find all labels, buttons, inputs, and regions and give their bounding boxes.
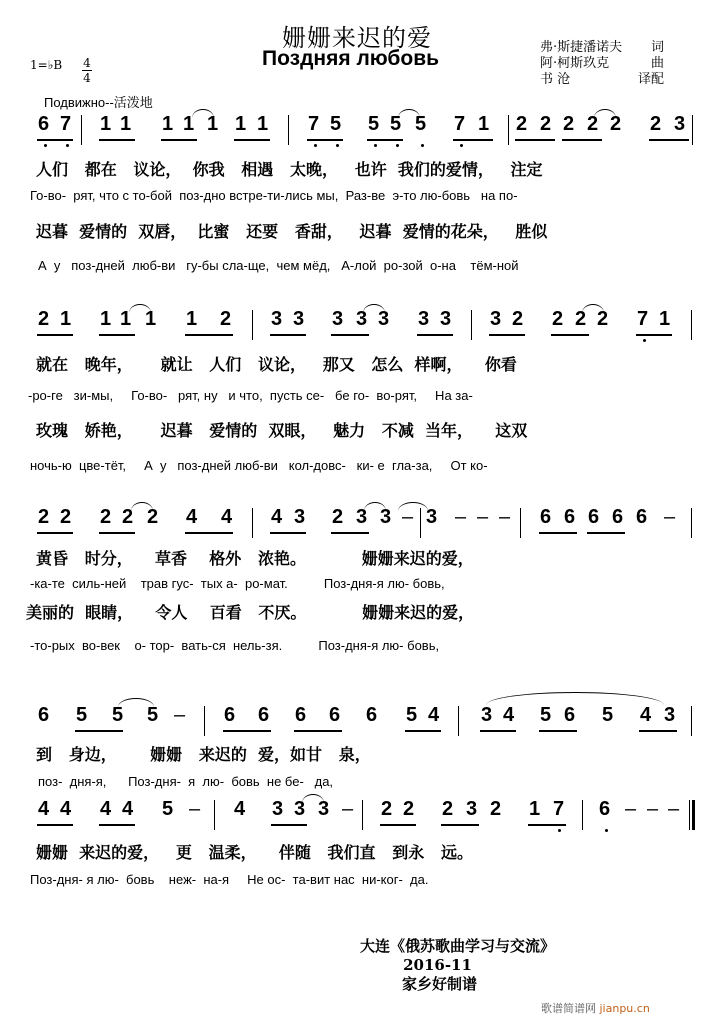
- tie-slur: [364, 502, 386, 511]
- score-system-5: [0, 800, 723, 895]
- song-title-chinese: 姗姗来迟的爱: [282, 24, 432, 52]
- notation-row: [0, 310, 723, 346]
- tie-slur: [363, 304, 385, 313]
- tie-slur: [398, 502, 428, 511]
- note-glyph: 4: [38, 798, 50, 820]
- beam-underline: [562, 139, 602, 141]
- beam-underline: [223, 730, 271, 732]
- beam-underline: [515, 139, 555, 141]
- bar-line: [692, 800, 695, 830]
- note-glyph: 1: [60, 308, 72, 330]
- note-glyph: –: [499, 506, 511, 528]
- note-glyph: 3: [378, 308, 390, 330]
- beam-underline: [539, 532, 577, 534]
- note-glyph: 4: [503, 704, 515, 726]
- bar-line: [691, 706, 692, 736]
- lyrics-ru-verse2: -то-рых во-век о- тор- вать-ся нель-зя. Поз-дня-я лю- бовь,: [30, 638, 440, 653]
- octave-dot: [66, 144, 69, 147]
- note-glyph: 2: [650, 113, 662, 135]
- bar-line: [252, 508, 253, 538]
- beam-underline: [649, 139, 689, 141]
- watermark: [541, 1000, 650, 1016]
- note-glyph: 3: [426, 506, 438, 528]
- note-glyph: 2: [38, 308, 50, 330]
- note-glyph: 2: [490, 798, 502, 820]
- note-glyph: –: [664, 506, 676, 528]
- song-title-russian: Поздняя любовь: [262, 47, 440, 70]
- bar-line: [689, 800, 690, 830]
- note-glyph: –: [174, 704, 186, 726]
- note-glyph: 2: [552, 308, 564, 330]
- note-glyph: 5: [540, 704, 552, 726]
- time-sig-top: 4: [83, 56, 91, 70]
- note-glyph: 1: [478, 113, 490, 135]
- note-glyph: 6: [38, 113, 50, 135]
- lyrics-cn-verse1: 黄昏 时分， 草香 格外 浓艳。 姗姗来迟的爱，: [36, 549, 474, 568]
- note-glyph: 7: [308, 113, 320, 135]
- key-signature: 1=♭B: [30, 58, 63, 72]
- lyrics-cn-verse2: 玫瑰 娇艳， 迟暮 爱情的 双眼， 魅力 不减 当年， 这双: [36, 421, 528, 440]
- bar-line: [458, 706, 459, 736]
- note-glyph: 7: [637, 308, 649, 330]
- time-signature: [82, 56, 92, 85]
- note-glyph: –: [647, 798, 659, 820]
- note-glyph: 4: [100, 798, 112, 820]
- notation-row: [0, 115, 723, 151]
- note-glyph: 4: [60, 798, 72, 820]
- note-glyph: 3: [356, 506, 368, 528]
- lyrics-ru-verse1: -ро-ге зи-мы, Го-во- рят, ну и что, пусть се- бе го- во-рят, На за-: [28, 388, 473, 403]
- note-glyph: 2: [587, 113, 599, 135]
- octave-dot: [643, 339, 646, 342]
- beam-underline: [453, 139, 493, 141]
- note-glyph: 5: [406, 704, 418, 726]
- lyrics-ru-verse2: ночь-ю цве-тёт, А у поз-дней люб-ви кол-довс- ки- е гла-за, От ко-: [30, 458, 488, 473]
- note-glyph: 3: [490, 308, 502, 330]
- bar-line: [520, 508, 521, 538]
- note-glyph: 2: [563, 113, 575, 135]
- beam-underline: [234, 139, 270, 141]
- note-glyph: 4: [271, 506, 283, 528]
- note-glyph: 1: [186, 308, 198, 330]
- tie-slur: [398, 109, 420, 118]
- note-glyph: 6: [564, 506, 576, 528]
- note-glyph: 4: [234, 798, 246, 820]
- beam-underline: [185, 334, 233, 336]
- lyrics-cn-verse2: 迟暮 爱情的 双唇， 比蜜 还要 香甜， 迟暮 爱情的花朵， 胜似: [36, 222, 548, 241]
- beam-underline: [161, 139, 197, 141]
- note-glyph: 5: [368, 113, 380, 135]
- beam-underline: [639, 730, 677, 732]
- credits-block: [540, 40, 664, 88]
- notation-row: [0, 706, 723, 742]
- bar-line: [508, 115, 509, 145]
- note-glyph: 2: [381, 798, 393, 820]
- note-glyph: 3: [293, 308, 305, 330]
- beam-underline: [271, 824, 307, 826]
- note-glyph: 2: [575, 308, 587, 330]
- footer-block: [360, 937, 555, 994]
- note-glyph: –: [402, 506, 414, 528]
- tie-slur: [129, 304, 151, 313]
- beam-underline: [99, 139, 135, 141]
- note-glyph: –: [477, 506, 489, 528]
- note-glyph: 5: [602, 704, 614, 726]
- lyrics-cn-verse1: 到 身边， 姗姗 来迟的 爱，如甘 泉，: [36, 745, 371, 764]
- footer-author: 家乡好制谱: [402, 975, 478, 993]
- note-glyph: 3: [294, 798, 306, 820]
- note-glyph: 2: [597, 308, 609, 330]
- note-glyph: 2: [610, 113, 622, 135]
- note-glyph: 4: [428, 704, 440, 726]
- note-glyph: –: [342, 798, 354, 820]
- note-glyph: 6: [599, 798, 611, 820]
- note-glyph: 1: [659, 308, 671, 330]
- beam-underline: [99, 532, 135, 534]
- credit-lyricist: 弗·斯捷潘诺夫 词: [540, 40, 664, 55]
- note-glyph: 6: [612, 506, 624, 528]
- bar-line: [288, 115, 289, 145]
- note-glyph: 1: [529, 798, 541, 820]
- score-system-4: [0, 706, 723, 796]
- octave-dot: [396, 144, 399, 147]
- note-glyph: 6: [38, 704, 50, 726]
- note-glyph: 1: [257, 113, 269, 135]
- score-system-3: [0, 508, 723, 668]
- note-glyph: 1: [207, 113, 219, 135]
- bar-line: [582, 800, 583, 830]
- bar-line: [81, 115, 82, 145]
- note-glyph: 6: [295, 704, 307, 726]
- note-glyph: 1: [100, 113, 112, 135]
- note-glyph: 6: [540, 506, 552, 528]
- note-glyph: 4: [640, 704, 652, 726]
- tie-slur: [131, 502, 153, 511]
- beam-underline: [528, 824, 566, 826]
- bar-line: [252, 310, 253, 340]
- note-glyph: 2: [60, 506, 72, 528]
- note-glyph: 7: [454, 113, 466, 135]
- octave-dot: [374, 144, 377, 147]
- time-sig-bottom: 4: [83, 71, 91, 85]
- beam-underline: [367, 139, 403, 141]
- lyrics-ru-verse1: Го-во- рят, что с то-бой поз-дно встре-ти-лись мы, Раз-ве э-то лю-бовь на по-: [30, 188, 518, 203]
- beam-underline: [37, 824, 73, 826]
- beam-underline: [480, 730, 516, 732]
- beam-underline: [405, 730, 441, 732]
- note-glyph: 1: [120, 113, 132, 135]
- tie-slur: [192, 109, 214, 118]
- note-glyph: 3: [272, 798, 284, 820]
- octave-dot: [336, 144, 339, 147]
- note-glyph: 5: [112, 704, 124, 726]
- octave-dot: [558, 829, 561, 832]
- beam-underline: [331, 334, 369, 336]
- beam-underline: [99, 334, 135, 336]
- note-glyph: 4: [221, 506, 233, 528]
- beam-underline: [185, 532, 233, 534]
- note-glyph: 3: [674, 113, 686, 135]
- tie-slur: [582, 304, 604, 313]
- note-glyph: 2: [147, 506, 159, 528]
- note-glyph: 6: [258, 704, 270, 726]
- note-glyph: 3: [440, 308, 452, 330]
- bar-line: [691, 508, 692, 538]
- note-glyph: 3: [664, 704, 676, 726]
- footer-source: 大连《俄苏歌曲学习与交流》: [360, 937, 556, 955]
- score-system-1: [0, 115, 723, 295]
- octave-dot: [44, 144, 47, 147]
- note-glyph: 6: [366, 704, 378, 726]
- note-glyph: 1: [183, 113, 195, 135]
- score-system-2: [0, 310, 723, 490]
- note-glyph: 3: [294, 506, 306, 528]
- note-glyph: 5: [162, 798, 174, 820]
- lyrics-cn-verse1: 就在 晚年， 就让 人们 议论， 那又 怎么 样啊， 你看: [36, 355, 517, 374]
- note-glyph: 3: [332, 308, 344, 330]
- octave-dot: [605, 829, 608, 832]
- notation-row: [0, 800, 723, 836]
- note-glyph: 1: [235, 113, 247, 135]
- beam-underline: [417, 334, 453, 336]
- note-glyph: 1: [145, 308, 157, 330]
- bar-line: [214, 800, 215, 830]
- beam-underline: [75, 730, 123, 732]
- note-glyph: 6: [329, 704, 341, 726]
- note-glyph: 6: [588, 506, 600, 528]
- watermark-site: jianpu.cn: [599, 1002, 650, 1015]
- note-glyph: 4: [122, 798, 134, 820]
- note-glyph: 3: [418, 308, 430, 330]
- credit-translator: 书 沧 译配: [540, 72, 664, 87]
- lyrics-ru-verse1: Поз-дня- я лю- бовь неж- на-я Не ос- та-вит нас ни-ког- да.: [30, 872, 429, 887]
- beam-underline: [380, 824, 416, 826]
- beam-underline: [307, 139, 343, 141]
- note-glyph: –: [668, 798, 680, 820]
- bar-line: [691, 310, 692, 340]
- note-glyph: 6: [636, 506, 648, 528]
- note-glyph: 2: [540, 113, 552, 135]
- bar-line: [204, 706, 205, 736]
- note-glyph: 2: [442, 798, 454, 820]
- note-glyph: 3: [481, 704, 493, 726]
- bar-line: [362, 800, 363, 830]
- note-glyph: 5: [330, 113, 342, 135]
- note-glyph: 2: [100, 506, 112, 528]
- note-glyph: 3: [466, 798, 478, 820]
- note-glyph: 3: [318, 798, 330, 820]
- note-glyph: 6: [564, 704, 576, 726]
- beam-underline: [489, 334, 525, 336]
- note-glyph: 2: [220, 308, 232, 330]
- note-glyph: 2: [38, 506, 50, 528]
- footer-date: 2016-11: [403, 956, 472, 974]
- note-glyph: –: [625, 798, 637, 820]
- beam-underline: [99, 824, 135, 826]
- note-glyph: 7: [553, 798, 565, 820]
- bar-line: [692, 115, 693, 145]
- lyrics-cn-verse2: 美丽的 眼睛， 令人 百看 不厌。 姗姗来迟的爱，: [26, 603, 475, 622]
- lyrics-ru-verse1: поз- дня-я, Поз-дня- я лю- бовь не бе- да,: [38, 774, 334, 789]
- octave-dot: [460, 144, 463, 147]
- beam-underline: [37, 139, 73, 141]
- note-glyph: 6: [224, 704, 236, 726]
- beam-underline: [587, 532, 625, 534]
- note-glyph: 7: [60, 113, 72, 135]
- note-glyph: –: [455, 506, 467, 528]
- lyrics-ru-verse2: А у поз-дней люб-ви гу-бы сла-ще, чем мёд, А-лой ро-зой о-на тём-ной: [38, 258, 519, 273]
- note-glyph: 4: [186, 506, 198, 528]
- lyrics-cn-verse1: 姗姗 来迟的爱， 更 温柔， 伴随 我们直 到永 远。: [36, 843, 473, 862]
- note-glyph: 1: [162, 113, 174, 135]
- bar-line: [420, 508, 421, 538]
- note-glyph: –: [189, 798, 201, 820]
- beam-underline: [270, 334, 306, 336]
- note-glyph: 3: [271, 308, 283, 330]
- beam-underline: [37, 532, 73, 534]
- bar-line: [471, 310, 472, 340]
- note-glyph: 3: [380, 506, 392, 528]
- note-glyph: 3: [356, 308, 368, 330]
- note-glyph: 1: [100, 308, 112, 330]
- note-glyph: 2: [512, 308, 524, 330]
- note-glyph: 2: [122, 506, 134, 528]
- note-glyph: 2: [516, 113, 528, 135]
- lyrics-ru-verse1: -ка-те силь-ней трав гус- тых а- ро-мат. Поз-дня-я лю- бовь,: [30, 576, 445, 591]
- beam-underline: [37, 334, 73, 336]
- note-glyph: 5: [147, 704, 159, 726]
- beam-underline: [331, 532, 369, 534]
- beam-underline: [294, 730, 342, 732]
- beam-underline: [441, 824, 479, 826]
- note-glyph: 2: [332, 506, 344, 528]
- lyrics-cn-verse1: 人们 都在 议论， 你我 相遇 太晚， 也许 我们的爱情， 注定: [36, 160, 543, 179]
- note-glyph: 5: [390, 113, 402, 135]
- tempo-marking: Подвижно--活泼地: [44, 95, 153, 110]
- note-glyph: 5: [415, 113, 427, 135]
- beam-underline: [636, 334, 672, 336]
- beam-underline: [551, 334, 589, 336]
- octave-dot: [421, 144, 424, 147]
- note-glyph: 2: [403, 798, 415, 820]
- octave-dot: [314, 144, 317, 147]
- note-glyph: 1: [120, 308, 132, 330]
- watermark-cn: 歌谱简谱网: [541, 1002, 596, 1015]
- tie-slur: [594, 109, 616, 118]
- beam-underline: [270, 532, 306, 534]
- credit-composer: 阿·柯斯玖克 曲: [540, 56, 664, 71]
- note-glyph: 5: [76, 704, 88, 726]
- notation-row: [0, 508, 723, 544]
- beam-underline: [539, 730, 577, 732]
